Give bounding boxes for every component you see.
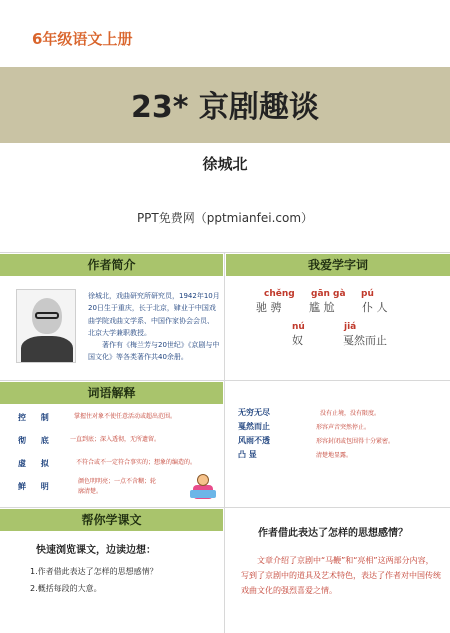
term-right-2: 戛然而止	[238, 422, 270, 431]
pinyin-4: nú	[292, 322, 305, 332]
study-question-2: 2.概括每段的大意。	[30, 584, 102, 593]
bio-paragraph-1: 徐城北，戏曲研究所研究员，1942年10月20日生于重庆，长于北京，肄业于中国戏曲学院戏曲文学系、中国作家协会会员、北京大学兼职教授。	[88, 292, 220, 337]
term-def-3: 不符合或不一定符合事实的；想象的编造的。	[76, 459, 197, 466]
section-header-vocab: 我爱学字词	[226, 254, 450, 276]
pinyin-2: gān gà	[311, 289, 346, 299]
term-right-def-4: 清楚地显露。	[316, 452, 353, 459]
term-right-4: 凸 显	[238, 450, 257, 459]
answer-text: 文章介绍了京剧中“马鞭”和“亮相”这两部分内容，写到了京剧中的道具及艺术特色，表达了作者对中国传统戏曲文化的强烈喜爱之情。	[241, 556, 441, 596]
answer-question: 作者借此表达了怎样的思想感情？	[258, 528, 408, 539]
vocab-word-3: 仆 人	[362, 301, 388, 314]
divider	[0, 380, 450, 381]
term-def-2: 一直到底；深入透彻，无所遗留。	[70, 436, 161, 443]
term-4: 鲜 明	[18, 482, 55, 491]
study-question-1: 1.作者借此表达了怎样的思想感情？	[30, 567, 158, 576]
section-header-terms: 词语解释	[0, 382, 223, 404]
section-header-author-intro: 作者简介	[0, 254, 223, 276]
term-1: 控 制	[18, 413, 55, 422]
term-def-4: 颜色明明亮；一点不含糊；轮廓清楚。	[78, 478, 157, 495]
lesson-title: 23* 京剧趣谈	[131, 90, 319, 125]
vocab-word-1: 驰 骋	[256, 301, 282, 314]
divider	[0, 507, 450, 508]
vocab-word-2: 尴 尬	[309, 301, 335, 314]
term-def-1: 掌握住对象不使任意活动或超出范围。	[74, 413, 177, 420]
pinyin-5: jiá	[344, 322, 357, 332]
divider	[224, 252, 225, 633]
author-photo	[16, 289, 76, 363]
bio-paragraph-2: 著作有《梅兰芳与20世纪》《京剧与中国文化》等各类著作共40余册。	[88, 341, 220, 362]
vocab-word-4: 奴	[292, 334, 303, 347]
student-illustration	[190, 474, 216, 502]
term-right-def-3: 形容封闭或包围得十分紧密。	[316, 438, 395, 445]
term-2: 彻 底	[18, 436, 55, 445]
term-right-def-1: 没有止境，没有限度。	[320, 410, 381, 417]
study-instruction: 快速浏览课文，边读边想：	[36, 545, 156, 556]
term-right-1: 无穷无尽	[238, 408, 270, 417]
term-right-def-2: 形容声音突然停止。	[316, 424, 371, 431]
term-right-3: 风雨不透	[238, 436, 270, 445]
term-3: 虚 拟	[18, 459, 55, 468]
divider	[0, 252, 450, 253]
section-header-study: 帮你学课文	[0, 509, 223, 531]
pinyin-1: chěng	[264, 289, 295, 299]
author-bio	[88, 290, 220, 364]
vocab-word-5: 戛然而止	[343, 334, 387, 347]
lesson-author: 徐城北	[202, 155, 248, 173]
source-link[interactable]: PPT免费网（pptmianfei.com）	[136, 211, 314, 225]
pinyin-3: pú	[361, 289, 374, 299]
grade-title: 6年级语文上册	[32, 30, 133, 48]
